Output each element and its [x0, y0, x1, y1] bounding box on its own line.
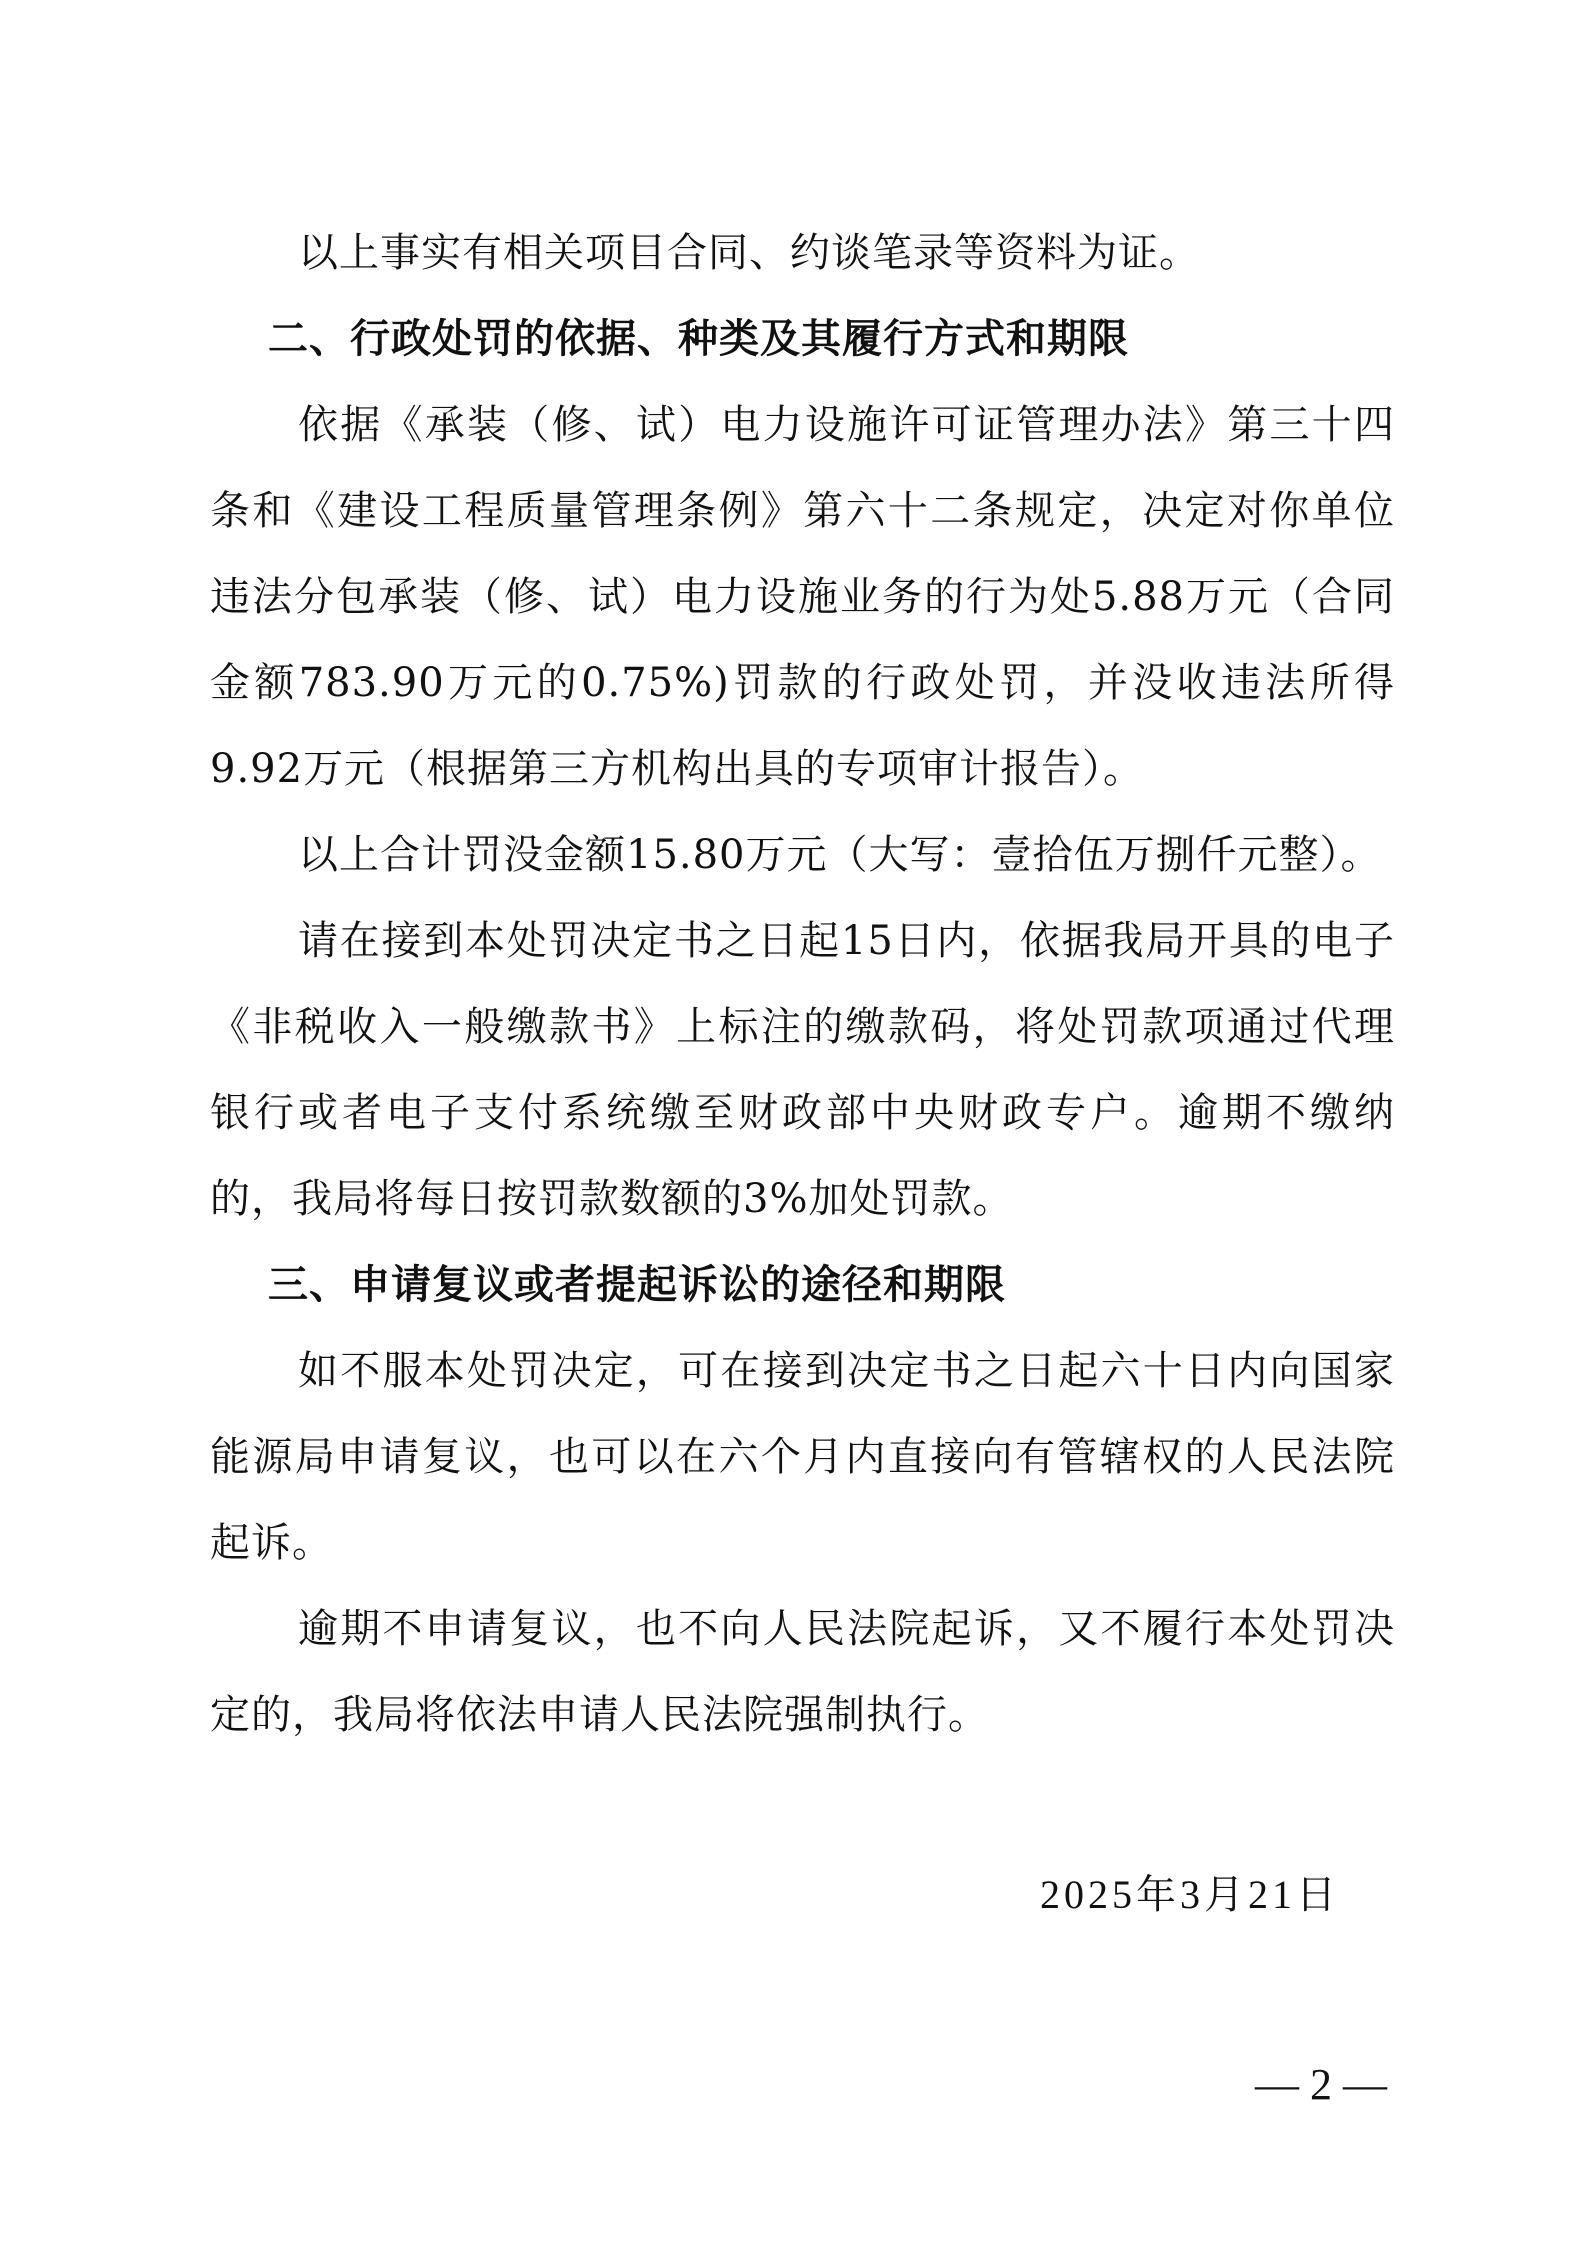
- evidence-paragraph: 以上事实有相关项目合同、约谈笔录等资料为证。: [298, 230, 1200, 276]
- payment-instructions-paragraph: 请在接到本处罚决定书之日起15日内，依据我局开具的电子《非税收入一般缴款书》上标注的缴款码，将处罚款项通过代理银行或者电子支付系统缴至财政部中央财政专户。逾期不缴纳的，我局将每日按罚款数额的3%加处罚款。: [210, 918, 1395, 1222]
- penalty-basis-paragraph: 依据《承装（修、试）电力设施许可证管理办法》第三十四条和《建设工程质量管理条例》第六十二条规定，决定对你单位违法分包承装（修、试）电力设施业务的行为处5.88万元（合同金额783.90万元的0.75%)罚款的行政处罚，并没收违法所得9.92万元（根据第三方机构出具的专项审计报告）。: [210, 402, 1395, 792]
- total-amount-paragraph: 以上合计罚没金额15.80万元（大写：壹拾伍万捌仟元整）。: [298, 832, 1382, 878]
- enforcement-paragraph: 逾期不申请复议，也不向人民法院起诉，又不履行本处罚决定的，我局将依法申请人民法院强制执行。: [210, 1606, 1395, 1738]
- section-heading-penalty-basis: 二、行政处罚的依据、种类及其履行方式和期限: [268, 316, 1129, 362]
- section-heading-appeal: 三、申请复议或者提起诉讼的途径和期限: [268, 1262, 1006, 1308]
- document-body: [210, 210, 1395, 1758]
- document-date: 2025年3月21日: [1040, 1872, 1340, 1917]
- page-number: — 2 —: [1255, 2060, 1387, 2109]
- appeal-paragraph: 如不服本处罚决定，可在接到决定书之日起六十日内向国家能源局申请复议，也可以在六个月内直接向有管辖权的人民法院起诉。: [210, 1348, 1395, 1566]
